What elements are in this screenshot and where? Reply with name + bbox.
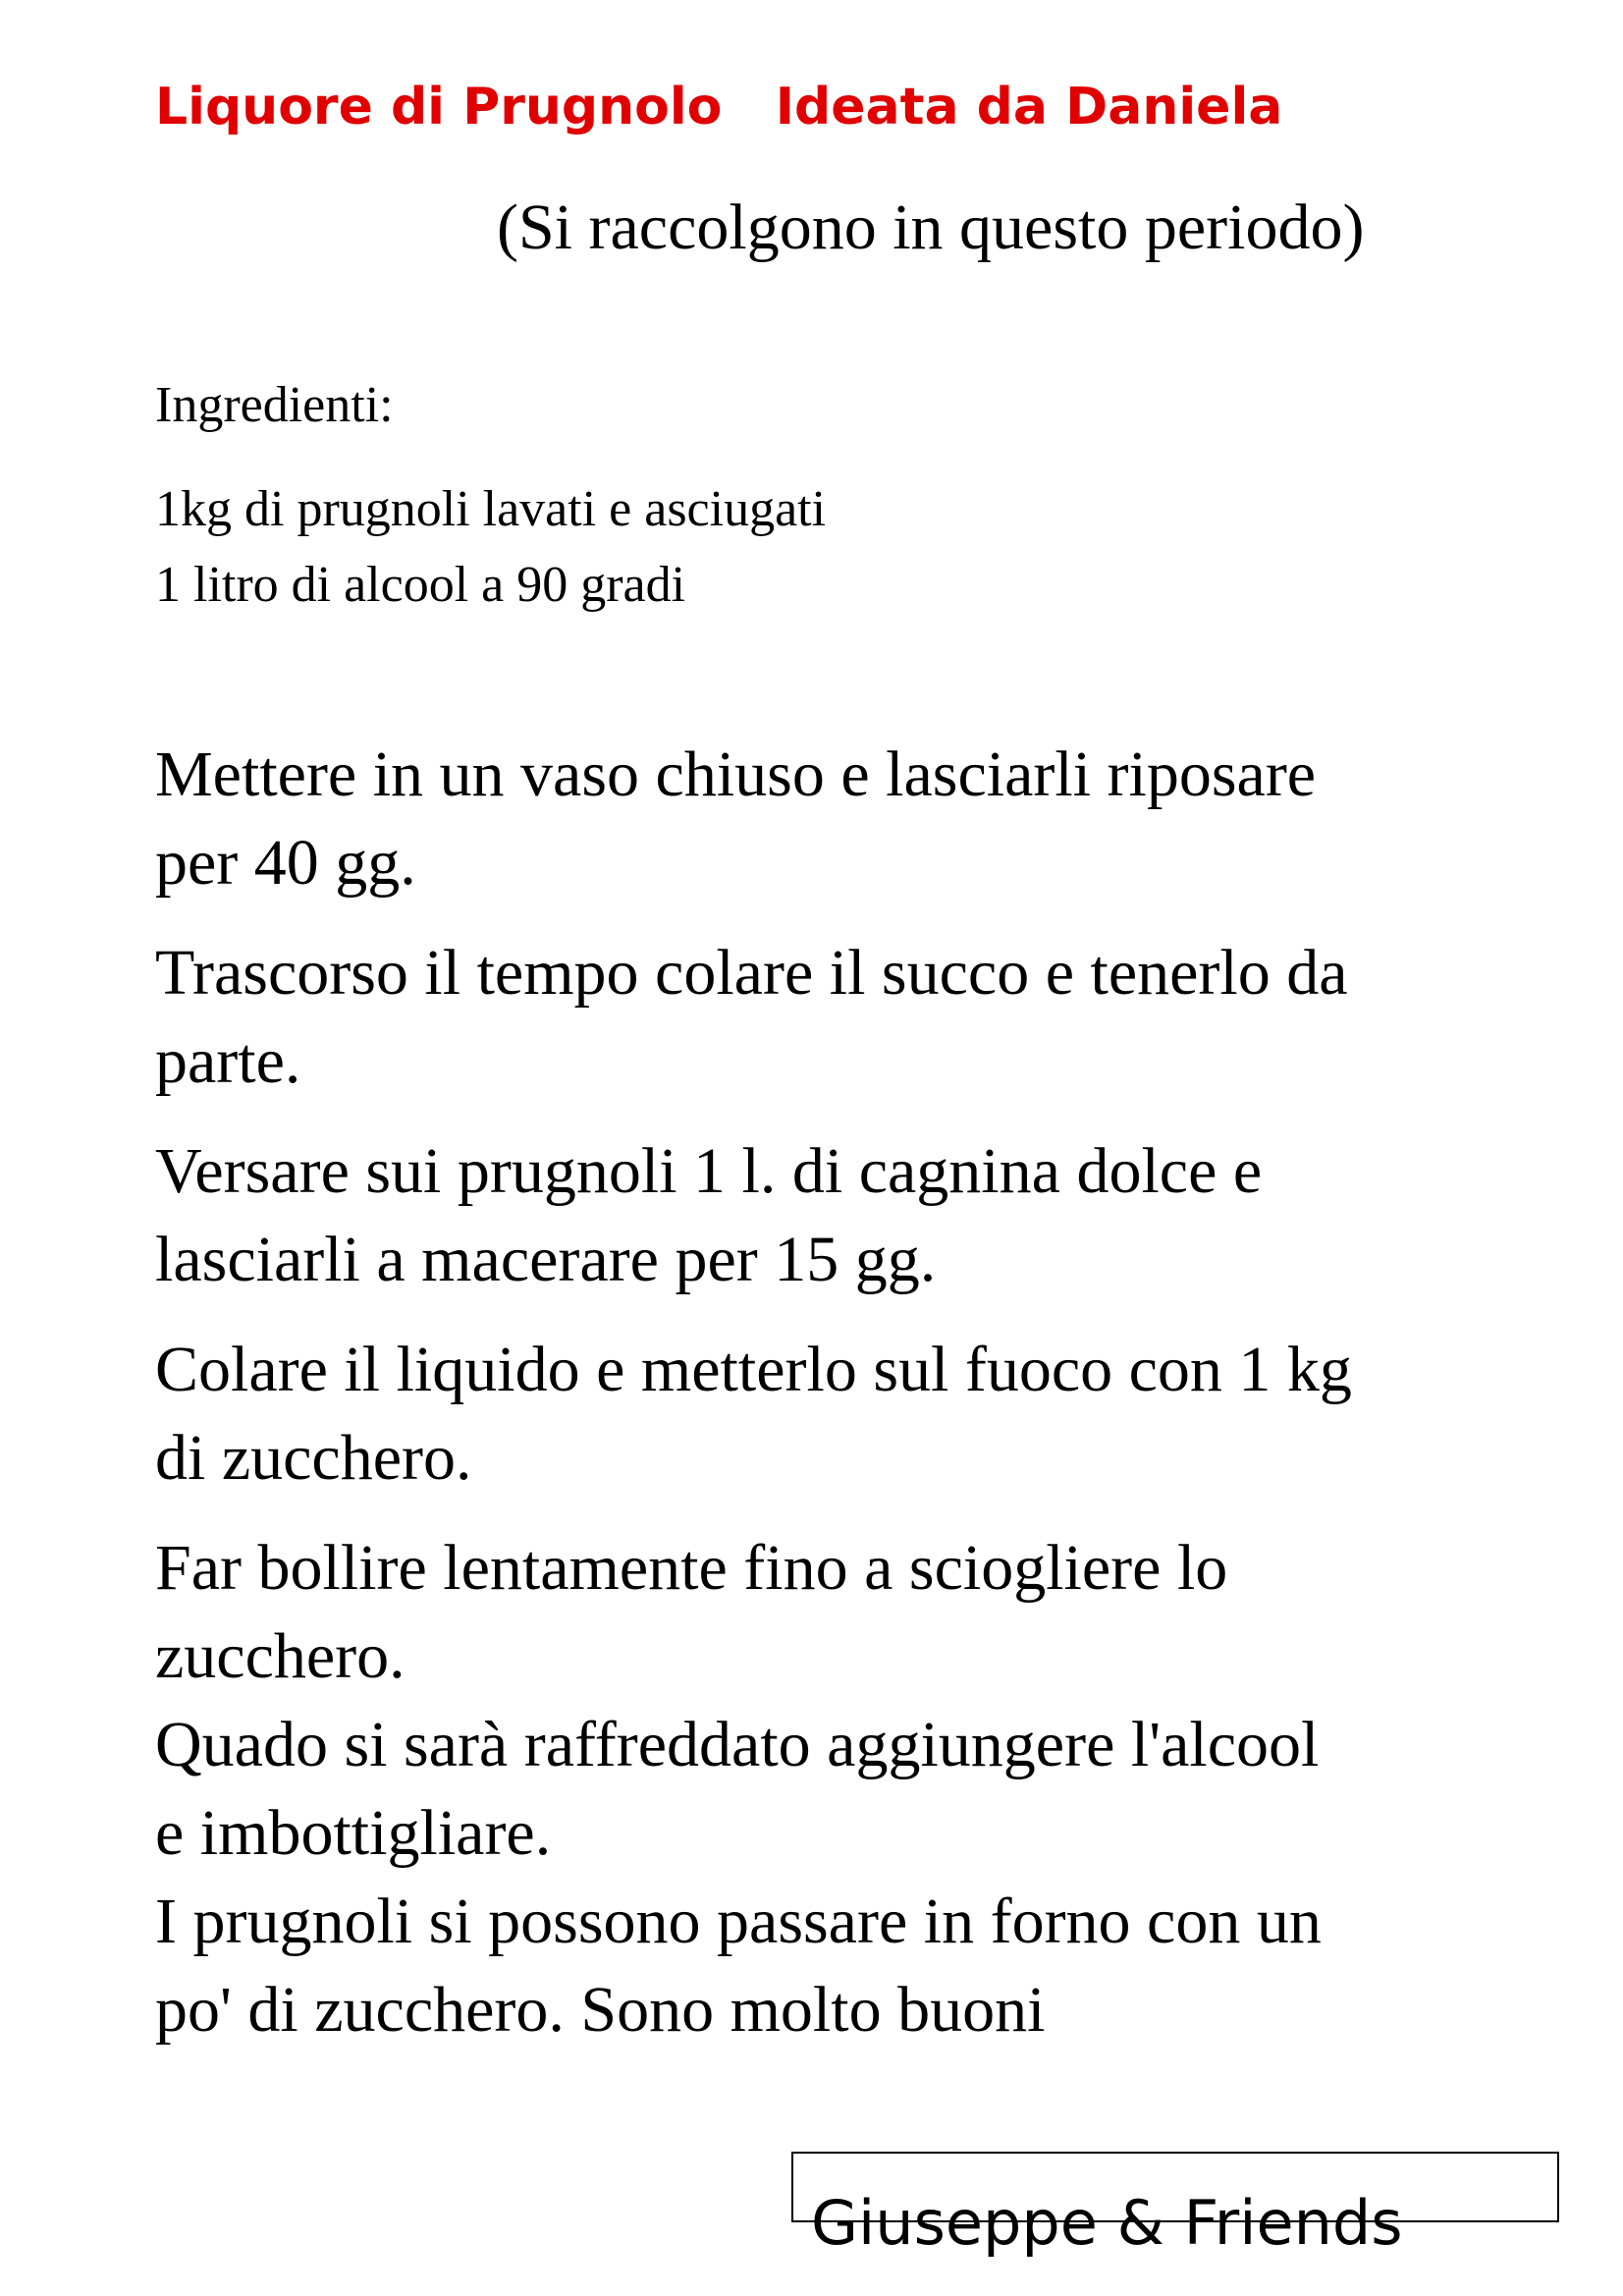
recipe-title: Liquore di Prugnolo Ideata da Daniela	[155, 78, 1283, 137]
signature-box	[791, 2152, 1559, 2259]
step-line: per 40 gg.	[155, 827, 416, 899]
step-line: e imbottigliare.	[155, 1797, 552, 1869]
step-paragraph	[155, 1127, 1530, 1304]
recipe-steps	[155, 731, 1530, 2054]
step-paragraph	[155, 1326, 1530, 1503]
step-line: parte.	[155, 1025, 301, 1097]
step-line: Colare il liquido e metterlo sul fuoco con 1 kg	[155, 1334, 1352, 1405]
ingredients-list	[155, 471, 826, 623]
ingredient-item: 1 litro di alcool a 90 gradi	[155, 557, 686, 613]
step-paragraph	[155, 731, 1530, 907]
step-line: Versare sui prugnoli 1 l. di cagnina dolce e	[155, 1135, 1263, 1207]
recipe-subtitle: (Si raccolgono in questo periodo)	[497, 191, 1365, 263]
step-line: lasciarli a macerare per 15 gg.	[155, 1224, 937, 1295]
step-line: Far bollire lentamente fino a sciogliere lo	[155, 1532, 1228, 1604]
step-line: po' di zucchero. Sono molto buoni	[155, 1974, 1046, 2046]
step-line: Quado si sarà raffreddato aggiungere l'alcool	[155, 1709, 1320, 1780]
step-line: zucchero.	[155, 1620, 406, 1692]
step-paragraph	[155, 1524, 1530, 1701]
step-line: Mettere in un vaso chiuso e lasciarli riposare	[155, 738, 1317, 810]
step-line: I prugnoli si possono passare in forno con un	[155, 1886, 1322, 1957]
step-paragraph	[155, 929, 1530, 1106]
ingredients-heading: Ingredienti:	[155, 377, 394, 433]
signature-text: Giuseppe & Friends	[811, 2187, 1403, 2259]
ingredient-item: 1kg di prugnoli lavati e asciugati	[155, 481, 827, 537]
step-line: Trascorso il tempo colare il succo e tenerlo da	[155, 937, 1348, 1009]
step-paragraph	[155, 1878, 1530, 2054]
step-paragraph	[155, 1701, 1530, 1878]
step-line: di zucchero.	[155, 1422, 472, 1494]
